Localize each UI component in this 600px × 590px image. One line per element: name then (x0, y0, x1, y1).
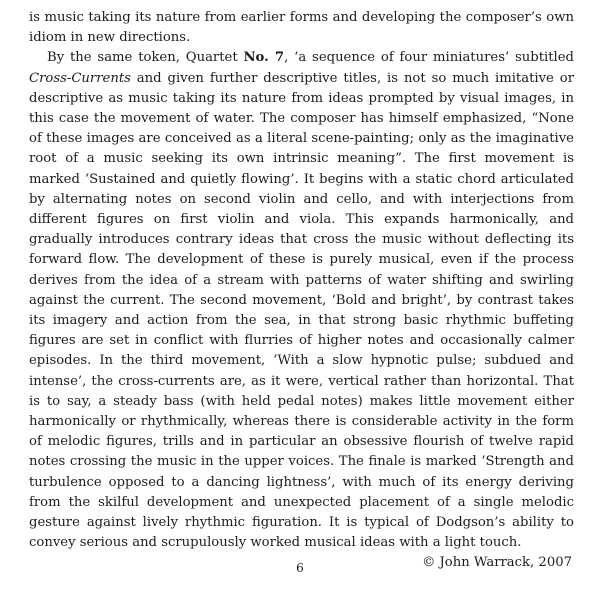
paragraph-text: , ‘a sequence of four miniatures’ subtitled (284, 50, 574, 66)
body-paragraph-continuation: is music taking its nature from earlier forms and developing the composer’s own idiom in new directions. (29, 10, 574, 46)
paragraph-text: By the same token, Quartet (47, 50, 244, 66)
quartet-number: No. 7 (243, 50, 285, 66)
work-subtitle: Cross-Currents (29, 70, 131, 86)
body-paragraph-quartet-7 (29, 48, 574, 553)
page-number: 6 (296, 561, 304, 575)
author-credit: © John Warrack, 2007 (422, 555, 572, 571)
paragraph-text: and given further descriptive titles, is not so much imitative or descriptive as music taking its nature from ideas prompted by visual images, in this case the movement of water. The composer has himself emphasized, “None of these images are conceived as a literal scene-painting; only as the imaginative root of a music seeking its own intrinsic meaning”. The first movement is marked ‘Sustained and quietly flowing’. It begins with a static chord articulated by alternating notes on second violin and cello, and with interjections from different figures on first violin and viola. This expands harmonically, and gradually introduces contrary ideas that cross the music without deflecting its forward flow. The development of these is purely musical, even if the process derives from the idea of a stream with patterns of water shifting and swirling against the current. The second movement, ‘Bold and bright’, by contrast takes its imagery and action from the sea, in that strong basic rhythmic buffeting figures are set in conflict with flurries of higher notes and occasionally calmer episodes. In the third movement, ‘With a slow hypnotic pulse; subdued and intense’, the cross-currents are, as it were, vertical rather than horizontal. That is to say, a steady bass (with held pedal notes) makes little movement either harmonically or rhythmically, whereas there is considerable activity in the form of melodic figures, trills and in particular an obsessive flourish of twelve rapid notes crossing the music in the upper voices. The finale is marked ‘Strength and turbulence opposed to a dancing lightness’, with much of its energy deriving from the skilful development and unexpected placement of a single melodic gesture against lively rhythmic figuration. It is typical of Dodgson’s ability to convey serious and scrupulously worked musical ideas with a light touch. (29, 70, 574, 551)
